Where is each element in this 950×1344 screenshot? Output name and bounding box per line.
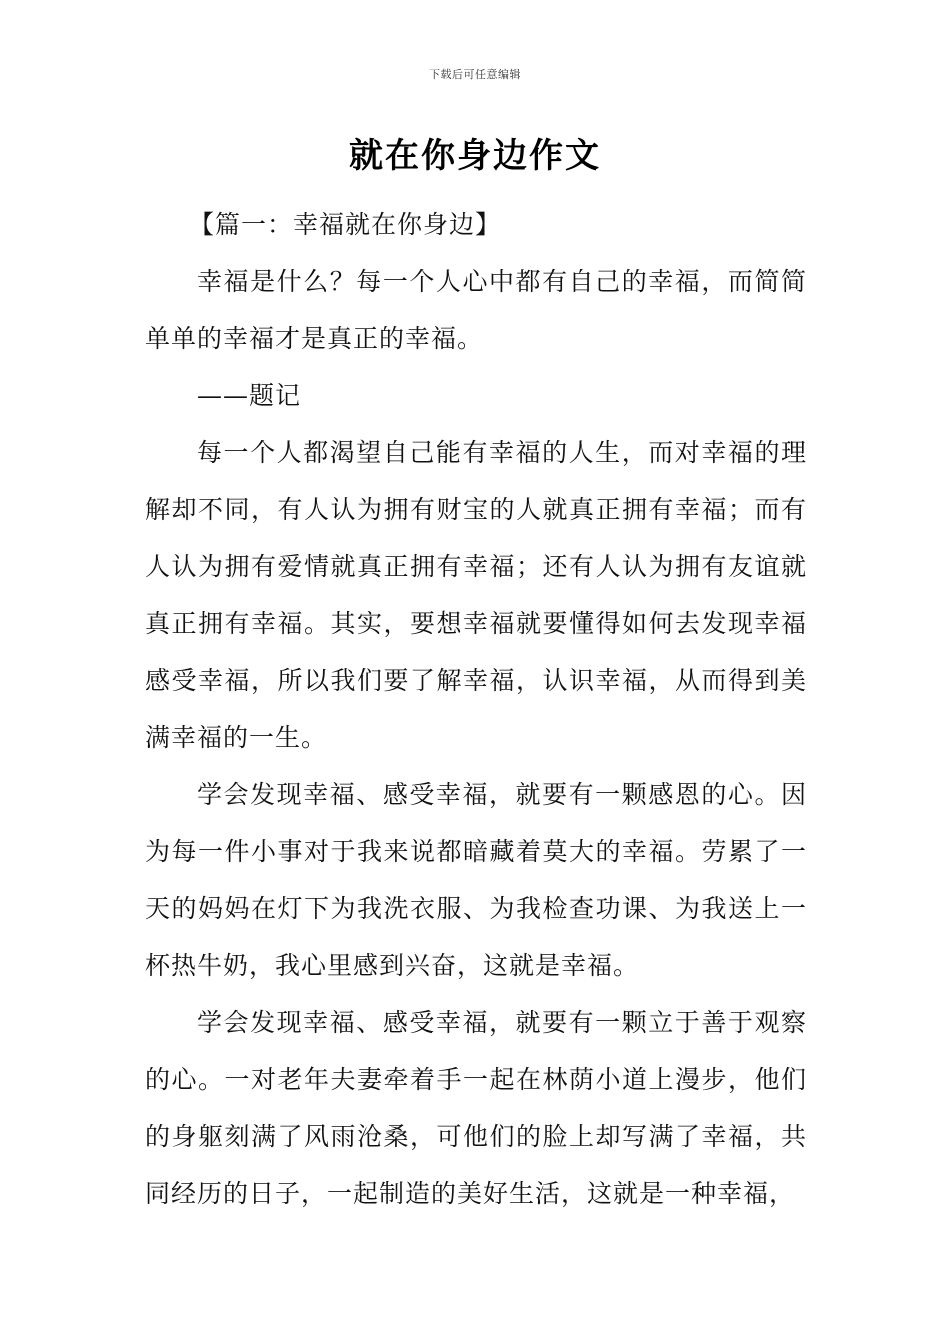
- paragraph: 学会发现幸福、感受幸福，就要有一颗感恩的心。因为每一件小事对于我来说都暗藏着莫大的幸福。劳累了一天的妈妈在灯下为我洗衣服、为我检查功课、为我送上一杯热牛奶，我心里感到兴奋，这就是幸福。: [145, 780, 807, 980]
- document-body: [145, 196, 807, 1222]
- paragraph: 每一个人都渴望自己能有幸福的人生，而对幸福的理解却不同，有人认为拥有财宝的人就真正拥有幸福；而有人认为拥有爱情就真正拥有幸福；还有人认为拥有友谊就真正拥有幸福。其实，要想幸福就要懂得如何去发现幸福感受幸福，所以我们要了解幸福，认识幸福，从而得到美满幸福的一生。: [145, 438, 807, 752]
- document-title: 就在你身边作文: [349, 136, 601, 176]
- paragraph: 学会发现幸福、感受幸福，就要有一颗立于善于观察的心。一对老年夫妻牵着手一起在林荫小道上漫步，他们的身躯刻满了风雨沧桑，可他们的脸上却写满了幸福，共同经历的日子，一起制造的美好生活，这就是一种幸福，: [145, 1008, 807, 1208]
- header-note: 下载后可任意编辑: [429, 68, 521, 81]
- epigraph-attribution: ——题记: [197, 381, 302, 410]
- paragraph: 幸福是什么？每一个人心中都有自己的幸福，而简简单单的幸福才是真正的幸福。: [145, 267, 807, 353]
- section-heading: 【篇一：幸福就在你身边】: [189, 210, 502, 239]
